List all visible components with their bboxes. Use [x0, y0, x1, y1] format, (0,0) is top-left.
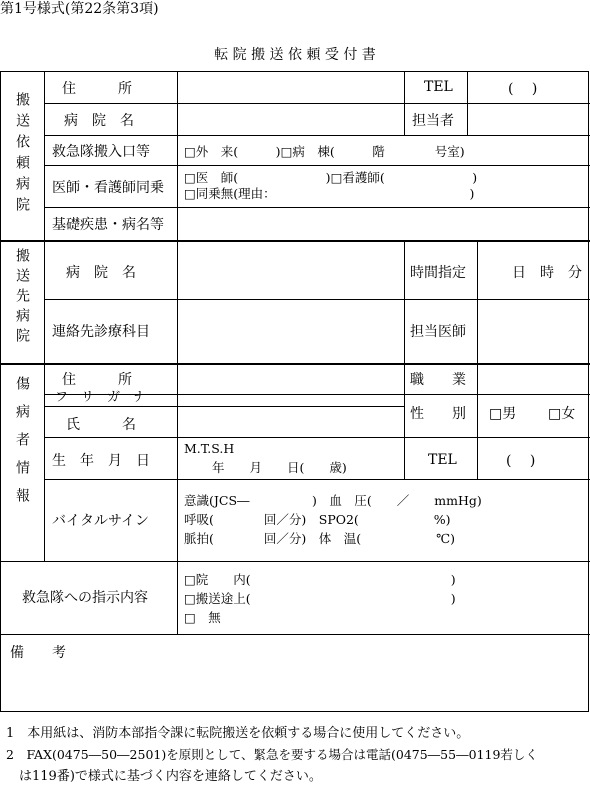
divider: [404, 240, 405, 363]
vitals-line-pulse-temp[interactable]: 脈拍( 回／分) 体 温( ℃): [184, 531, 455, 546]
instruction-none[interactable]: □ 無: [184, 610, 221, 625]
divider: [44, 165, 590, 166]
patient-info-side-label: [12, 376, 32, 521]
patient-name-field[interactable]: [178, 406, 403, 436]
doctor-in-charge-field[interactable]: [478, 300, 588, 362]
era-options[interactable]: M.T.S.H: [184, 441, 235, 456]
divider: [1, 634, 590, 635]
time-designation-field[interactable]: 日 時 分: [512, 265, 582, 281]
patient-address-field[interactable]: [178, 364, 403, 393]
divider: [404, 72, 405, 135]
underlying-disease-field[interactable]: [178, 207, 588, 239]
remarks-field[interactable]: [2, 662, 587, 710]
divider: [404, 363, 405, 479]
note-1: 1 本用紙は、消防本部指令課に転院搬送を依頼する場合に使用してください。: [6, 726, 470, 741]
side-label-text: 搬送先病院: [14, 248, 30, 348]
form-number: 第1号様式(第22条第3項): [0, 1, 159, 17]
vitals-line-respiration-spo2[interactable]: 呼吸( 回／分) SPO2( %): [184, 512, 451, 527]
time-designation-label: 時間指定: [410, 265, 466, 281]
divider: [44, 479, 590, 480]
address-field[interactable]: [178, 72, 403, 102]
requesting-hospital-side-label: [12, 92, 32, 223]
ambulance-entrance-label: 救急隊搬入口等: [52, 144, 150, 160]
sex-label: 性 別: [410, 406, 466, 422]
divider: [44, 135, 590, 136]
ambulance-entrance-options[interactable]: □外 来( )□病 棟( 階 号室): [184, 144, 465, 159]
escort-label: 医師・看護師同乗: [52, 180, 164, 196]
divider: [44, 72, 45, 561]
form-title: 転 院 搬 送 依 頼 受 付 書: [214, 47, 376, 63]
occupation-field[interactable]: [478, 364, 588, 393]
dest-hospital-name-field[interactable]: [178, 241, 403, 297]
sex-female-checkbox[interactable]: □女: [548, 406, 576, 422]
tel-field[interactable]: ( ): [508, 81, 538, 97]
divider: [177, 561, 178, 634]
divider: [44, 437, 590, 438]
dest-hospital-name-label: 病 院 名: [66, 265, 136, 281]
note-3: は119番)で様式に基づく内容を連絡してください。: [6, 769, 322, 784]
contact-person-label: 担当者: [412, 113, 454, 129]
occupation-label: 職 業: [410, 372, 466, 388]
doctor-in-charge-label: 担当医師: [410, 324, 466, 340]
instruction-in-hospital[interactable]: □院 内( ): [184, 572, 456, 587]
note-2: 2 FAX(0475―50―2501)を原則として、緊急を要する場合は電話(0475―55―0119若しく: [6, 747, 538, 762]
hospital-name-label: 病 院 名: [64, 113, 134, 129]
furigana-label: フ リ ガ ナ: [55, 390, 147, 405]
vitals-line-consciousness-bp[interactable]: 意識(JCS― ) 血 圧( ／ mmHg): [184, 493, 482, 508]
address-label: 住 所: [62, 81, 132, 97]
remarks-label: 備 考: [10, 645, 66, 661]
escort-options-line1[interactable]: □医 師( )□看護師( ): [184, 170, 478, 185]
contact-department-field[interactable]: [178, 300, 403, 362]
contact-person-field[interactable]: [468, 104, 588, 134]
patient-tel-label: TEL: [428, 452, 457, 468]
patient-address-label: 住 所: [62, 372, 132, 388]
side-label-text: 搬送依頼病院: [14, 92, 30, 218]
instruction-en-route[interactable]: □搬送途上( ): [184, 591, 456, 606]
hospital-name-field[interactable]: [178, 104, 403, 134]
destination-hospital-side-label: [12, 248, 32, 353]
divider: [1, 561, 590, 562]
dob-field[interactable]: 年 月 日( 歳): [212, 460, 347, 475]
patient-name-label: 氏 名: [66, 417, 136, 433]
tel-label: TEL: [424, 79, 453, 95]
contact-department-label: 連絡先診療科目: [52, 324, 150, 340]
dob-label: 生 年 月 日: [52, 453, 150, 469]
instructions-label: 救急隊への指示内容: [22, 590, 148, 606]
escort-options-line2[interactable]: □同乗無(理由： ): [184, 186, 475, 201]
sex-male-checkbox[interactable]: □男: [489, 406, 517, 422]
vital-signs-label: バイタルサイン: [52, 513, 150, 529]
side-label-text: 傷病者情報: [14, 376, 30, 516]
underlying-disease-label: 基礎疾患・病名等: [52, 217, 164, 233]
patient-tel-field[interactable]: ( ): [506, 453, 536, 469]
divider: [177, 479, 178, 561]
